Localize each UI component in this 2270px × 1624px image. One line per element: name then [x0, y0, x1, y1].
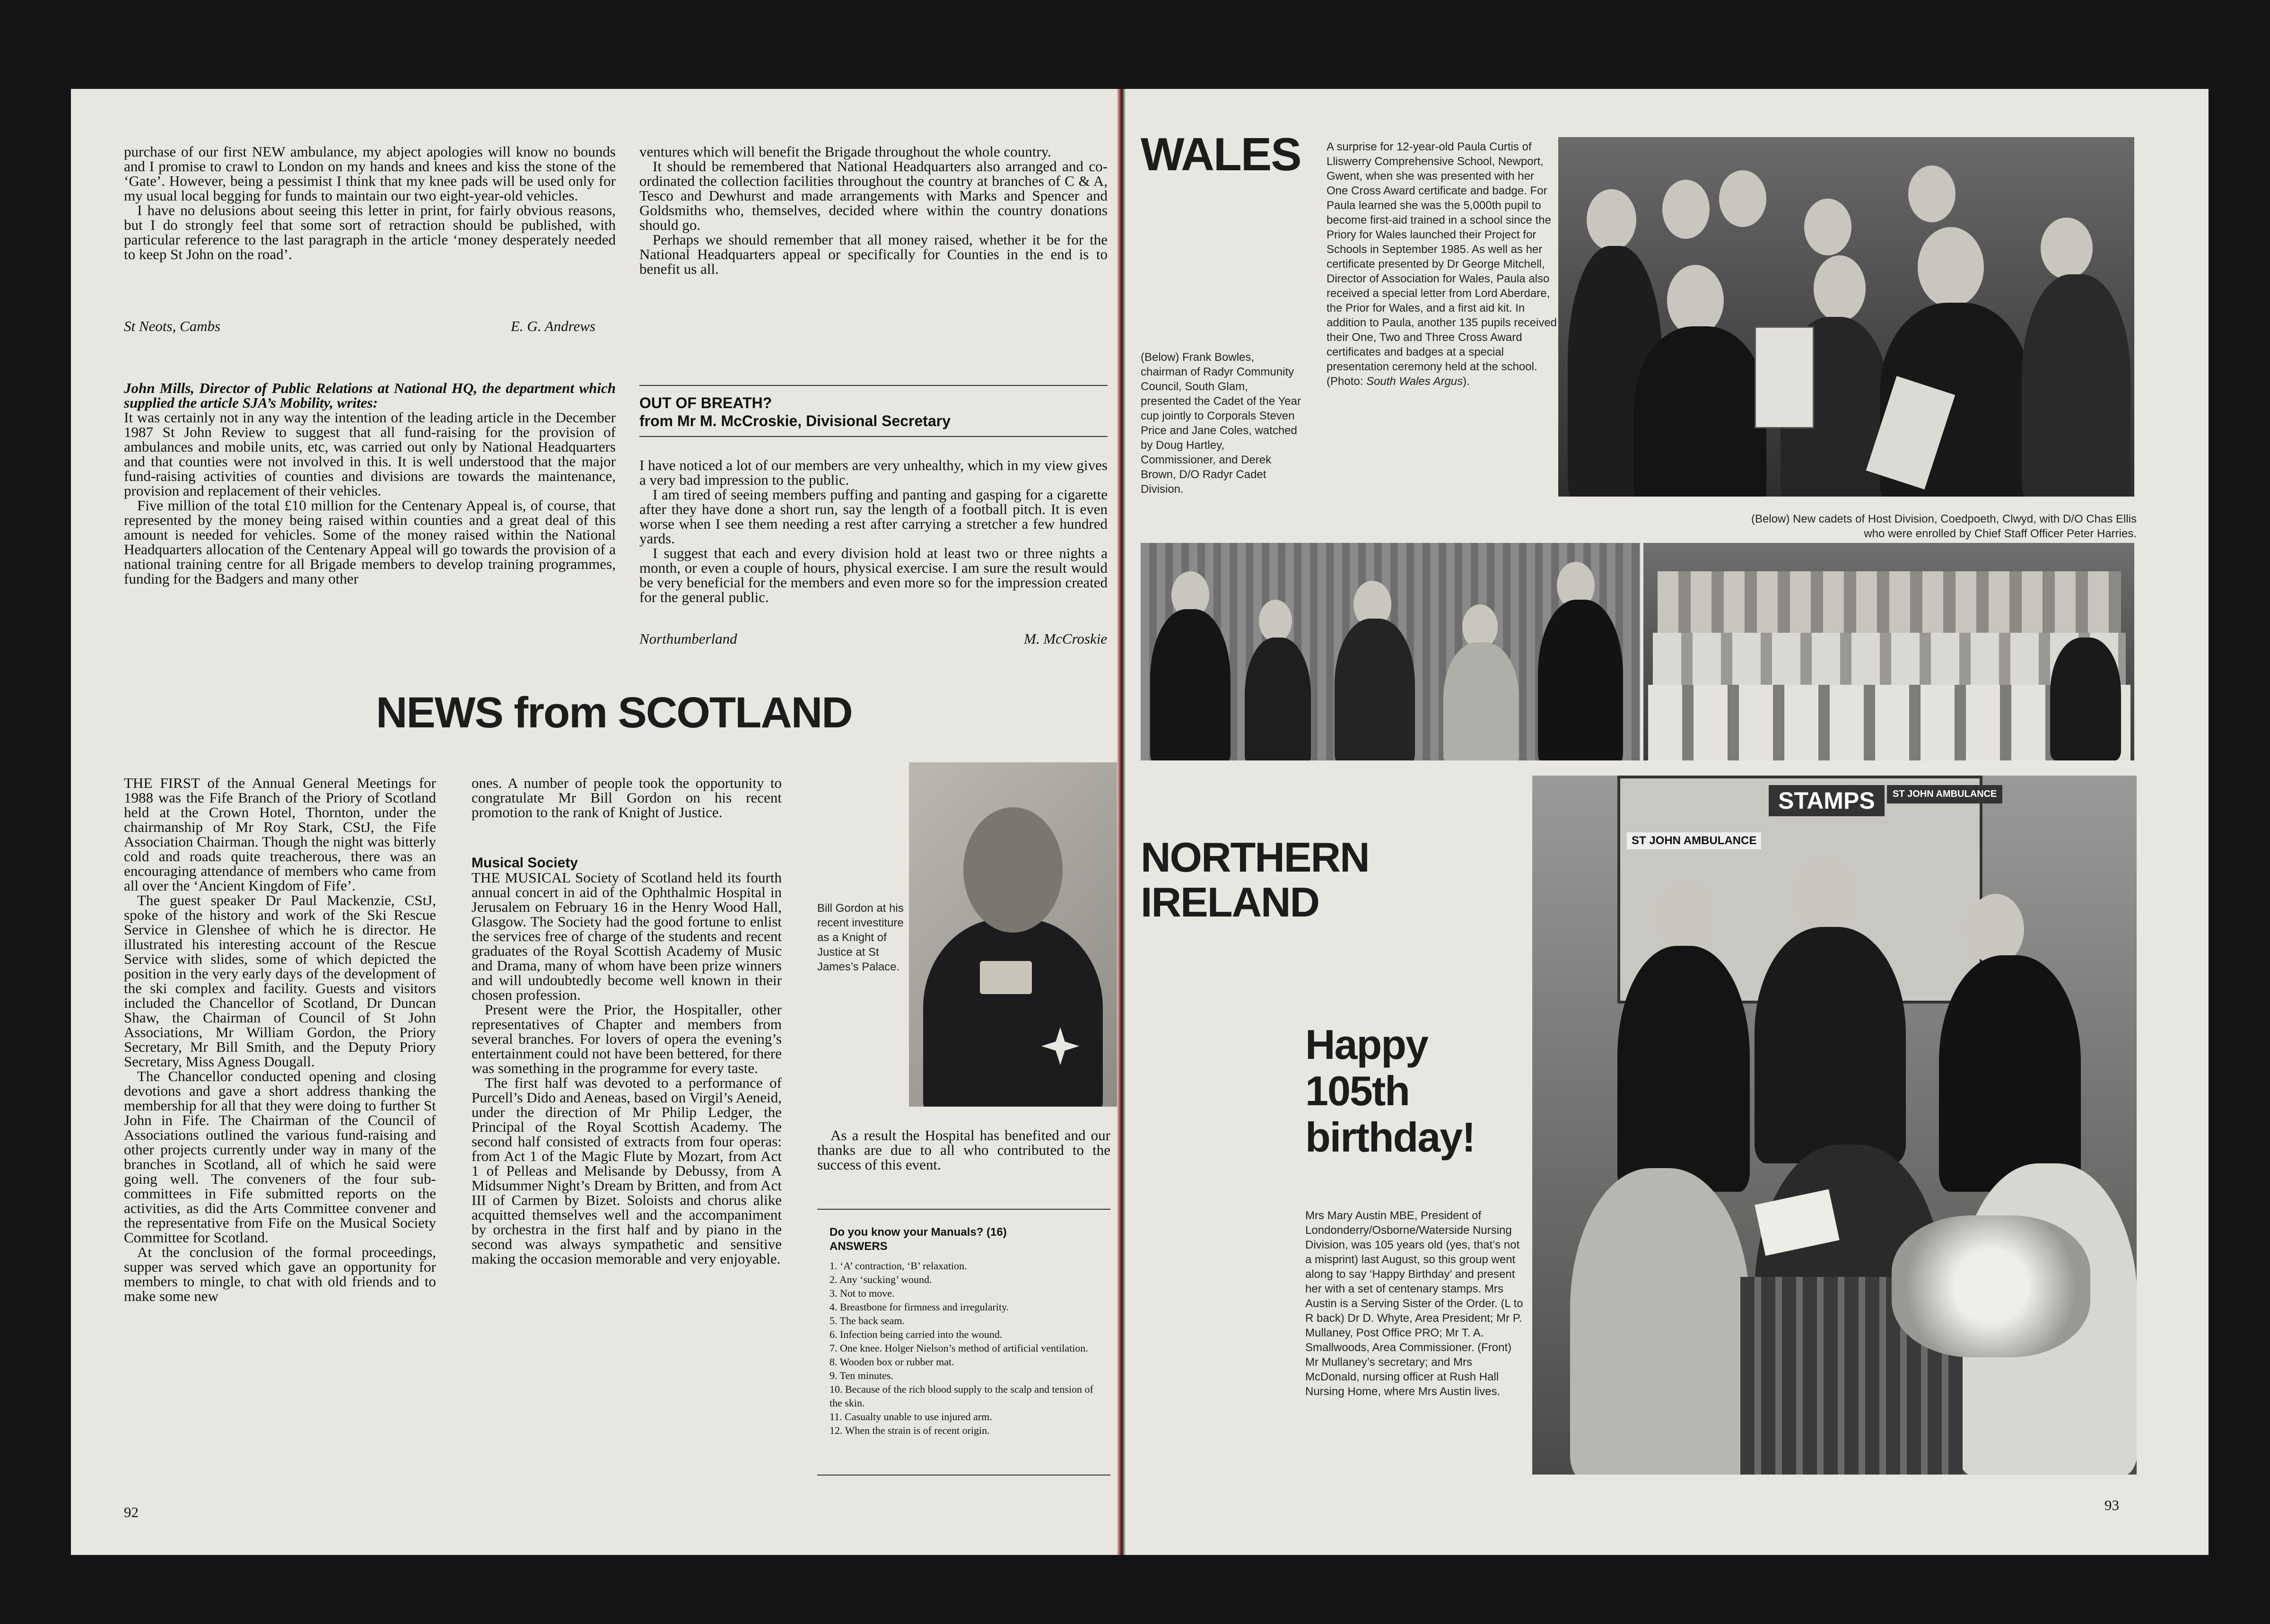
answer-item: 3. Not to move.	[829, 1287, 895, 1299]
letter-author: E. G. Andrews	[511, 318, 596, 334]
wales-paula-photo	[1558, 137, 2134, 497]
face-shape	[1967, 894, 2024, 965]
sign-st-john-ambulance-2: ST JOHN AMBULANCE	[1887, 785, 2002, 803]
letter-paragraph: It was certainly not in any way the intention of the leading article in the December 1987 St John Review to suggest that all fund-raising for the provision of ambulances and mobile units, etc, was carried out only by National Headquarters and that counties were not involved in this. It is well understood that the major fund-raising activities of counties and divisions are towards the maintenance, provision and replacement of their vehicles.	[124, 409, 616, 499]
face-shape	[1918, 227, 1984, 307]
ni-birthday-photo	[1532, 776, 2137, 1475]
spine-gutter	[1117, 89, 1126, 1555]
article-paragraph: Present were the Prior, the Hospitaller, other representatives of Chapter and members from several branches. For lovers of opera the evening’s entertainment could not have been bettered, for there was something in the programme for every taste.	[471, 1001, 782, 1076]
caption-credit: South Wales Argus	[1366, 375, 1463, 388]
article-paragraph: ones. A number of people took the opportunity to congratulate Mr Bill Gordon on his recent promotion to the rank of Knight of Justice.	[471, 775, 782, 821]
letter-paragraph: I have no delusions about seeing this letter in print, for fairly obvious reasons, but I do strongly feel that some sort of retraction should be published, with particular reference to the last paragraph in the article ‘money desperately needed to keep St John on the road’.	[124, 202, 616, 262]
face-shape	[1908, 166, 1956, 222]
answer-item: 5. The back seam.	[829, 1315, 905, 1327]
wales-new-cadets-photo	[1643, 543, 2134, 760]
answer-item: 7. One knee. Holger Nielson’s method of artificial ventilation.	[829, 1342, 1088, 1354]
answer-item: 2. Any ‘sucking’ wound.	[829, 1274, 932, 1285]
letter-author: M. McCroskie	[1024, 630, 1108, 647]
figure-silhouette	[1443, 642, 1519, 760]
figure-silhouette	[1755, 927, 1906, 1163]
cadet-row-back	[1658, 571, 2121, 637]
letter-intro: John Mills, Director of Public Relations at National HQ, the department which supplied the article SJA’s Mobility, writes:	[124, 380, 616, 411]
figure-silhouette	[1634, 326, 1766, 497]
musical-society-heading: Musical Society	[471, 855, 578, 871]
answer-item: 4. Breastbone for firmness and irregularity.	[829, 1301, 1009, 1313]
manuals-answers-box	[817, 1209, 1110, 1476]
manuals-title: Do you know your Manuals? (16)	[829, 1226, 1007, 1239]
article-paragraph: At the conclusion of the formal proceedings, supper was served which gave an opportunity for members to mingle, to chat with old friends and to make some new	[124, 1244, 436, 1304]
face-shape	[2041, 218, 2093, 279]
gordon-caption: Bill Gordon at his recent investiture as a Knight of Justice at St James’s Palace.	[817, 902, 904, 973]
scotland-col1	[124, 776, 436, 1303]
wales-cadet-cup-photo	[1141, 543, 1640, 760]
figure-silhouette	[2050, 637, 2121, 760]
wales-below-left-caption: (Below) Frank Bowles, chairman of Radyr Community Council, South Glam, presented the Cadet of the Year cup jointly to Corporals Steven Price and Jane Coles, watched by Doug Hartley, Commissioner, and Derek Brown, D/O Radyr Cadet Division.	[1141, 351, 1301, 496]
scotland-col2	[471, 776, 782, 1266]
article-paragraph: The first half was devoted to a performance of Purcell’s Dido and Aeneas, based on Virgil’s Aeneid, under the direction of Mr Philip Ledger, the Principal of the Royal Scottish Academy. The second half consisted of extracts from four operas: from Act 1 of the Magic Flute by Mozart, from Act 1 of Pelleas and Melisande by Debussy, from A Midsummer Night’s Dream by Britten, and from Act III of Carmen by Bizet. Soloists and chorus alike acquitted themselves well and the accompaniment by orchestra in the first half and by piano in the second was always sympathetic and sensitive making the occasion memorable and very enjoyable.	[471, 1074, 782, 1267]
figure-silhouette	[2022, 274, 2130, 497]
scotland-col3-end	[817, 1128, 1110, 1172]
letter-paragraph: It should be remembered that National Headquarters also arranged and co-ordinated the collection facilities throughout the country at branches of C & A, Tesco and Dewhurst and made arrangements with Marks and Spencer and Goldsmiths who, themselves, decided where within the country donations should go.	[639, 158, 1108, 233]
out-of-breath-subtitle: from Mr M. McCroskie, Divisional Secretary	[639, 412, 951, 429]
letter-mills	[124, 381, 616, 586]
letter-paragraph: purchase of our first NEW ambulance, my abject apologies will know no bounds and I promise to crawl to London on my hands and knees and kiss the stone of the ‘Gate’. However, being a pessimist I think that my knee pads will be used only for my usual local begging for funds to maintain our two eight-year-old vehicles.	[124, 143, 616, 204]
certificate-shape	[1755, 326, 1814, 428]
letter-paragraph: Perhaps we should remember that all money raised, whether it be for the National Headquarters appeal or specifically for Counties in the end is to benefit us all.	[639, 231, 1108, 277]
letter-paragraph: I have noticed a lot of our members are very unhealthy, which in my view gives a very bad impression to the public.	[639, 457, 1108, 488]
figure-silhouette	[1570, 1168, 1750, 1475]
ni-headline-line1: NORTHERN	[1141, 834, 1369, 881]
answers-list	[829, 1259, 1104, 1437]
face-shape	[963, 807, 1063, 933]
manuals-subtitle: ANSWERS	[829, 1240, 888, 1253]
sign-stamps: STAMPS	[1769, 785, 1885, 816]
birthday-line3: birthday!	[1305, 1114, 1475, 1161]
face-shape	[1797, 861, 1854, 932]
wales-main-caption	[1327, 140, 1558, 389]
bill-gordon-photo	[909, 762, 1117, 1107]
flowers-shape	[1892, 1215, 2090, 1357]
face-shape	[1814, 255, 1866, 322]
face-shape	[1660, 884, 1712, 951]
face-shape	[1719, 170, 1766, 227]
article-paragraph: The guest speaker Dr Paul Mackenzie, CStJ, spoke of the history and work of the Ski Rescue Service in Glenshee of which he is director. He illustrated his interesting account of the Rescue Service with slides, some of which depicted the position in the very early days of the development of the ski complex and facility. Guests and visitors included the Chancellor of Scotland, Dr Duncan Shaw, the Chairman of Council of St John Associations, Mr William Gordon, the Priory Secretary, Mr Bill Smith, and the Deputy Priory Secretary, Miss Agness Dougall.	[124, 892, 436, 1070]
answer-item: 8. Wooden box or rubber mat.	[829, 1356, 954, 1368]
answer-item: 11. Casualty unable to use injured arm.	[829, 1411, 992, 1423]
birthday-line1: Happy	[1305, 1021, 1428, 1068]
medals-shape	[980, 961, 1032, 994]
letter-paragraph: I am tired of seeing members puffing and panting and gasping for a cigarette after they have done a short run, say the length of a football pitch. It is even worse when I see them needing a rest after carrying a stretcher a few hundred yards.	[639, 486, 1108, 547]
ni-headline-line2: IRELAND	[1141, 879, 1319, 926]
figure-silhouette	[1335, 619, 1415, 760]
letter-mills-continued	[639, 144, 1108, 276]
section-rule	[639, 436, 1108, 437]
letter-place: St Neots, Cambs	[124, 318, 221, 334]
article-paragraph: The Chancellor conducted opening and closing devotions and gave a short address thanking the membership for all that they were doing to further St John in Fife. The Chairman of the Council of Associations outlined the various fund-raising and other projects currently under way in many of the branches in Scotland, all of which he said were going well. The conveners of the four sub-committees in Fife submitted reports on the activities, as did the Arts Committee convener and the representative from Fife on the Musical Society Committee for Scotland.	[124, 1068, 436, 1246]
answer-item: 10. Because of the rich blood supply to the scalp and tension of the skin.	[829, 1383, 1093, 1409]
answer-item: 1. ‘A’ contraction, ‘B’ relaxation.	[829, 1260, 967, 1272]
answer-item: 12. When the strain is of recent origin.	[829, 1424, 990, 1436]
face-shape	[1662, 180, 1710, 239]
page-number-right: 93	[2104, 1497, 2119, 1513]
letter-andrews	[124, 144, 616, 262]
figure-silhouette	[1150, 609, 1231, 760]
caption-credit-end: ).	[1463, 375, 1470, 388]
letter-paragraph: I suggest that each and every division hold at least two or three nights a month, or even a couple of hours, physical exercise. I am sure the result would be very beneficial for the members and even more so for the impression created for the general public.	[639, 545, 1108, 605]
face-shape	[1804, 199, 1851, 255]
letter-paragraph: ventures which will benefit the Brigade throughout the whole country.	[639, 143, 1051, 160]
answer-item: 6. Infection being carried into the wound.	[829, 1328, 1003, 1340]
sign-st-john-ambulance: ST JOHN AMBULANCE	[1627, 832, 1761, 849]
figure-silhouette	[1245, 637, 1311, 760]
face-shape	[1667, 265, 1724, 336]
wales-headline: WALES	[1141, 128, 1301, 180]
face-shape	[1587, 189, 1636, 251]
figure-silhouette	[1538, 600, 1623, 760]
article-paragraph: As a result the Hospital has benefited and our thanks are due to all who contributed to the success of this event.	[817, 1127, 1110, 1173]
figure-silhouette	[923, 918, 1103, 1107]
article-paragraph: THE MUSICAL Society of Scotland held its fourth annual concert in aid of the Ophthalmic Hospital in Jerusalem on February 16 in the Henry Wood Hall, Glasgow. The Society had the good fortune to enlist the services free of charge of the students and recent graduates of the Royal Scottish Academy of Music and Drama, many of whom have been prize winners and will undoubtedly become well known in their chosen profession.	[471, 869, 782, 1003]
caption-text: A surprise for 12-year-old Paula Curtis of Lliswerry Comprehensive School, Newport, Gwent, when she was presented with her One Cross Award certificate and badge. For Paula learned she was the 5,000th pupil to become first-aid trained in a school since the Priory for Wales launched their Project for Schools in September 1985. As well as her certificate presented by Dr George Mitchell, Director of Association for Wales, Paula also received a special letter from Lord Aberdare, the Prior for Wales, and a first aid kit. In addition to Paula, another 135 pupils received their One, Two and Three Cross Award certificates and badges at a special presentation ceremony held at the school.	[1327, 140, 1557, 373]
wales-below-right-caption: (Below) New cadets of Host Division, Coedpoeth, Clwyd, with D/O Chas Ellis who were enrolled by Chief Staff Officer Peter Harries.	[1751, 513, 2137, 540]
caption-credit-label: (Photo:	[1327, 375, 1367, 388]
letter-paragraph: Five million of the total £10 million for the Centenary Appeal is, of course, that represented by the money being raised within counties and a great deal of this amount is needed for vehicles. Some of the money raised within the National Headquarters allocation of the Centenary Appeal will go towards the provision of a national training centre for all Brigade members to develop training programmes, funding for the Badgers and many other	[124, 497, 616, 587]
figure-silhouette	[1939, 955, 2081, 1192]
answer-item: 9. Ten minutes.	[829, 1370, 893, 1381]
article-paragraph: THE FIRST of the Annual General Meetings for 1988 was the Fife Branch of the Priory of Scotland held at the Crown Hotel, Thornton, under the chairmanship of Mr Roy Stark, CStJ, the Fife Association Chairman. Though the night was bitterly cold and roads quite treacherous, there was an encouraging attendance of members who came from all over the ‘Ancient Kingdom of Fife’.	[124, 775, 436, 894]
face-shape	[1259, 600, 1292, 642]
section-rule	[639, 385, 1108, 386]
out-of-breath-title: OUT OF BREATH?	[639, 394, 772, 411]
birthday-line2: 105th	[1305, 1067, 1409, 1114]
figure-silhouette	[1617, 946, 1750, 1192]
letter-place: Northumberland	[639, 630, 737, 647]
scotland-headline: NEWS from SCOTLAND	[376, 689, 852, 737]
ni-caption: Mrs Mary Austin MBE, President of Londonderry/Osborne/Waterside Nursing Division, was 105 years old (yes, that’s not a misprint) last August, so this group went along to say ‘Happy Birthday’ and present her with a set of centenary stamps. Mrs Austin is a Serving Sister of the Order. (L to R back) Dr D. Whyte, Area President; Mr P. Mullaney, Post Office PRO; Mr T. A. Smallwoods, Area Commissioner. (Front) Mr Mullaney’s secretary; and Mrs McDonald, nursing officer at Rush Hall Nursing Home, where Mrs Austin lives.	[1305, 1209, 1523, 1398]
page-number-left: 92	[124, 1504, 139, 1520]
letter-mccroskie	[639, 458, 1108, 604]
